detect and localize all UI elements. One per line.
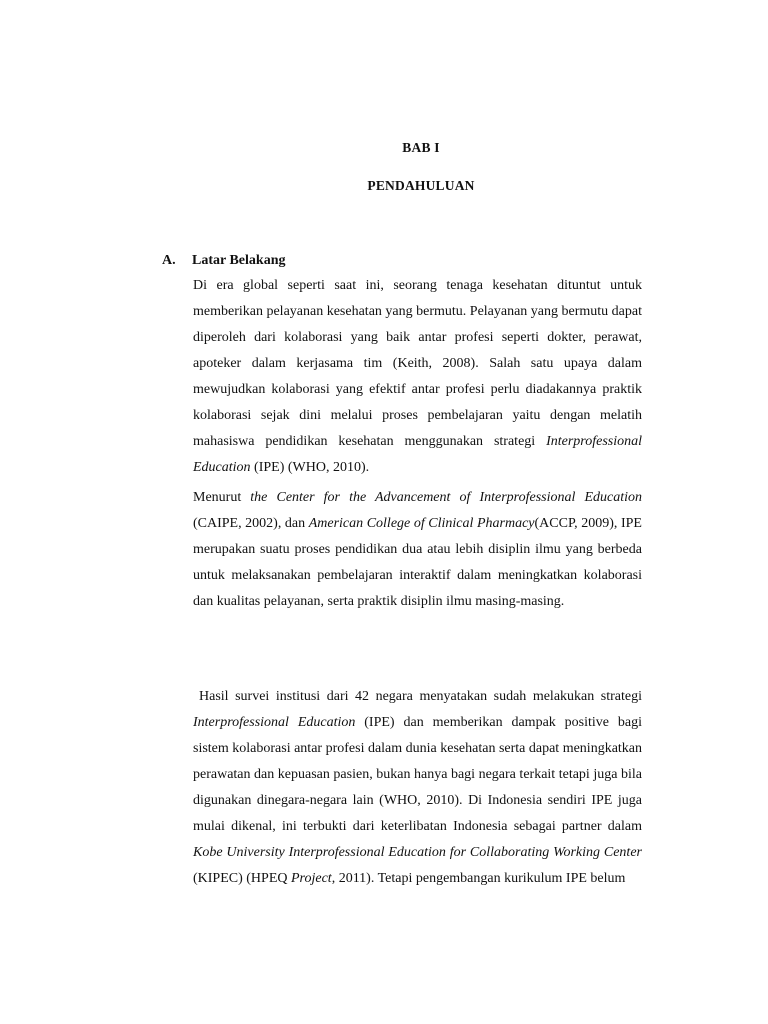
p2-text-2: (CAIPE, 2002), dan bbox=[193, 516, 309, 531]
section-heading bbox=[162, 253, 285, 269]
p1-italic-1: Interprofessional Education bbox=[193, 434, 642, 475]
paragraph-1 bbox=[193, 273, 642, 481]
p2-text-1: Menurut bbox=[193, 490, 251, 505]
p3-text-1: Hasil survei institusi dari 42 negara menyatakan sudah melakukan strategi bbox=[199, 689, 642, 704]
p1-text-1: Di era global seperti saat ini, seorang tenaga kesehatan dituntut untuk memberikan pelayanan kesehatan yang bermutu. Pelayanan yang bermutu dapat diperoleh dari kolaborasi yang baik antar profesi seperti dokter, perawat, apoteker dalam kerjasama tim (Keith, 2008). Salah satu upaya dalam mewujudkan kolaborasi yang efektif antar profesi perlu diadakannya praktik kolaborasi sejak dini melalui proses pembelajaran yaitu dengan melatih mahasiswa pendidikan kesehatan menggunakan strategi bbox=[193, 278, 642, 449]
p3-text-3: (KIPEC) (HPEQ bbox=[193, 871, 291, 886]
p3-text-2: (IPE) dan memberikan dampak positive bagi sistem kolaborasi antar profesi dalam dunia kesehatan serta dapat meningkatkan perawatan dan kepuasan pasien, bukan hanya bagi negara terkait tetapi juga bila digunakan dinegara-negara lain (WHO, 2010). Di Indonesia sendiri IPE juga mulai dikenal, ini terbukti dari keterlibatan Indonesia sebagai partner dalam bbox=[193, 715, 643, 834]
p2-italic-1: the Center for the Advancement of Interprofessional Education bbox=[250, 490, 642, 505]
section-title: Latar Belakang bbox=[192, 253, 286, 268]
section-letter: A. bbox=[162, 253, 176, 268]
p2-text-3: (ACCP, 2009), IPE merupakan suatu proses pendidikan dua atau lebih disiplin ilmu yang berbeda untuk melaksanakan pembelajaran interaktif dalam meningkatkan kolaborasi dan kualitas pelayanan, serta praktik disiplin ilmu masing-masing. bbox=[193, 516, 642, 609]
paragraph-2 bbox=[193, 485, 642, 615]
p1-text-2: (IPE) (WHO, 2010). bbox=[250, 460, 370, 475]
chapter-number: BAB I bbox=[402, 140, 440, 155]
p3-italic-2: Kobe University Interprofessional Education for Collaborating Working Center bbox=[193, 845, 642, 860]
chapter-title: PENDAHULUAN bbox=[367, 178, 475, 193]
p3-italic-3: Project bbox=[291, 871, 332, 886]
p3-text-4: , 2011). Tetapi pengembangan kurikulum IPE belum bbox=[331, 871, 626, 886]
p3-italic-1: Interprofessional Education bbox=[193, 715, 356, 730]
p2-italic-2: American College of Clinical Pharmacy bbox=[308, 516, 535, 531]
paragraph-3 bbox=[193, 684, 642, 892]
